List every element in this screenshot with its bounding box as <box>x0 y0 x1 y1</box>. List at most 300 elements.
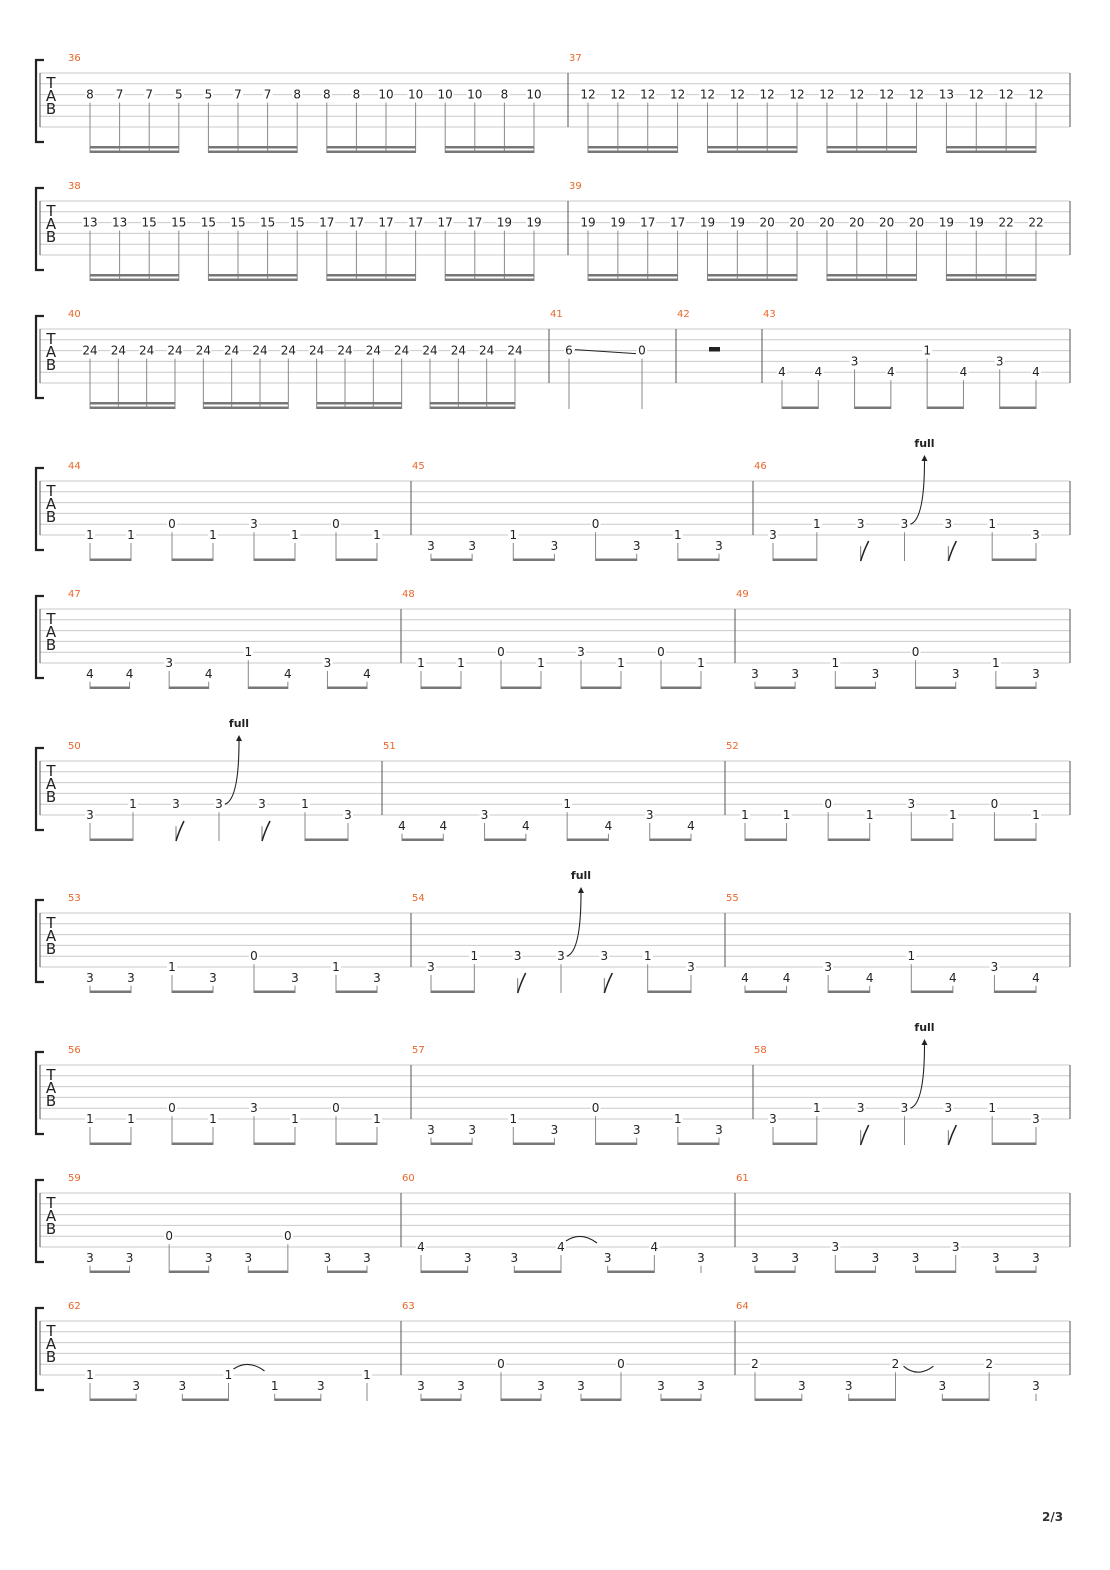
measure-number: 43 <box>763 309 776 320</box>
fret-number: 13 <box>111 215 128 230</box>
beam <box>942 1399 989 1402</box>
beam <box>172 991 213 994</box>
beam <box>513 1143 554 1146</box>
staff-system <box>36 1021 1070 1145</box>
note-flag <box>604 973 612 993</box>
fret-number: 1 <box>741 808 749 822</box>
beam <box>327 151 416 154</box>
beam <box>828 839 870 842</box>
beam-secondary <box>946 146 1036 149</box>
fret-number: 1 <box>509 1112 518 1126</box>
tie-arc <box>904 1366 934 1372</box>
measure-number: 61 <box>736 1173 749 1184</box>
beam <box>567 839 608 842</box>
fret-number: 12 <box>908 87 925 102</box>
fret-number: 2 <box>985 1357 993 1372</box>
fret-number: 1 <box>86 1368 94 1382</box>
fret-number: 1 <box>907 949 916 964</box>
fret-number: 3 <box>715 538 723 553</box>
fret-number: 3 <box>178 1378 187 1393</box>
beam <box>275 1399 321 1402</box>
beam <box>596 1143 637 1146</box>
tab-clef-letter: B <box>45 228 57 246</box>
beam <box>828 991 870 994</box>
fret-number: 15 <box>259 215 276 230</box>
measure-number: 38 <box>68 181 81 192</box>
fret-number: 13 <box>82 215 98 230</box>
fret-number: 12 <box>580 87 596 102</box>
measure-number: 37 <box>569 53 582 64</box>
fret-number: 3 <box>938 1378 947 1393</box>
note-flag <box>518 973 526 993</box>
fret-number: 3 <box>911 1250 920 1265</box>
beam-secondary <box>208 146 297 149</box>
fret-number: 17 <box>640 215 656 230</box>
fret-number: 24 <box>450 343 466 358</box>
fret-number: 8 <box>86 87 94 102</box>
tab-clef-letter: A <box>45 775 57 793</box>
beam <box>608 1271 655 1274</box>
bend-arrowhead <box>578 887 584 893</box>
fret-number: 12 <box>968 87 984 102</box>
fret-number: 1 <box>291 528 299 542</box>
measure-number: 58 <box>754 1045 767 1056</box>
measure-number: 48 <box>402 589 415 600</box>
fret-number: 4 <box>650 1240 659 1254</box>
measure-number: 41 <box>550 309 563 320</box>
tab-clef-letter: T <box>46 1066 56 1084</box>
note-flag <box>948 541 956 561</box>
fret-number: 15 <box>230 215 246 230</box>
fret-number: 1 <box>291 1112 299 1126</box>
beam <box>835 1271 875 1274</box>
beam-secondary <box>588 146 678 149</box>
fret-number: 15 <box>289 215 305 230</box>
fret-number: 12 <box>699 87 716 102</box>
fret-number: 20 <box>759 215 775 230</box>
fret-number: 15 <box>200 215 217 230</box>
beam <box>431 1143 472 1146</box>
fret-number: 7 <box>115 87 124 102</box>
beam-secondary <box>430 402 515 405</box>
fret-number: 1 <box>209 1112 217 1126</box>
fret-number: 3 <box>550 538 559 553</box>
beam <box>203 407 288 410</box>
fret-number: 1 <box>923 343 931 358</box>
bend-label: full <box>914 1021 935 1034</box>
fret-number: 0 <box>657 645 665 660</box>
fret-number: 3 <box>427 538 435 553</box>
fret-number: 3 <box>457 1378 465 1393</box>
fret-number: 5 <box>204 87 213 102</box>
fret-number: 22 <box>1028 215 1044 230</box>
fret-number: 3 <box>900 1101 909 1116</box>
fret-number: 4 <box>887 365 895 380</box>
tab-clef-letter: T <box>46 330 56 348</box>
fret-number: 3 <box>417 1378 425 1393</box>
tab-clef-letter: A <box>45 623 57 641</box>
beam <box>588 151 678 154</box>
fret-number: 4 <box>522 818 530 833</box>
fret-number: 3 <box>373 970 381 985</box>
fret-number: 19 <box>526 215 542 230</box>
beam-secondary <box>588 274 678 277</box>
fret-number: 24 <box>479 343 495 358</box>
fret-number: 12 <box>998 87 1014 102</box>
fret-number: 3 <box>132 1378 140 1393</box>
tab-clef-letter: B <box>45 100 57 118</box>
beam <box>445 279 534 282</box>
staff-system <box>36 309 1070 409</box>
fret-number: 17 <box>319 215 335 230</box>
tab-clef-letter: A <box>45 927 57 945</box>
beam <box>996 687 1036 690</box>
fret-number: 3 <box>697 1250 705 1265</box>
note-flag <box>948 1125 956 1145</box>
fret-number: 19 <box>699 215 716 230</box>
tab-clef-letter: B <box>45 356 57 374</box>
fret-number: 3 <box>537 1378 545 1393</box>
fret-number: 1 <box>865 808 874 822</box>
beam <box>421 1271 468 1274</box>
fret-number: 1 <box>643 949 652 964</box>
beam <box>248 1271 288 1274</box>
fret-number: 7 <box>234 87 242 102</box>
beam <box>336 991 377 994</box>
beam <box>992 1143 1036 1146</box>
fret-number: 3 <box>632 538 641 553</box>
staff-system <box>36 717 1070 841</box>
bend-label: full <box>914 437 935 450</box>
fret-number: 1 <box>244 645 253 660</box>
fret-number: 0 <box>165 1229 173 1244</box>
fret-number: 10 <box>526 87 542 102</box>
beam <box>849 1399 896 1402</box>
fret-number: 24 <box>167 343 183 358</box>
measure-number: 40 <box>68 309 81 320</box>
beam <box>90 687 130 690</box>
beam <box>596 559 637 562</box>
fret-number: 3 <box>258 797 266 812</box>
beam <box>421 687 461 690</box>
fret-number: 3 <box>751 666 759 681</box>
fret-number: 0 <box>990 797 999 812</box>
fret-number: 3 <box>209 970 217 985</box>
fret-number: 1 <box>813 1101 821 1116</box>
beam-secondary <box>327 274 416 277</box>
beam <box>336 1143 377 1146</box>
beam <box>90 559 131 562</box>
fret-number: 4 <box>417 1240 425 1254</box>
fret-number: 3 <box>172 797 180 812</box>
fret-number: 1 <box>831 656 840 670</box>
beam <box>90 1143 131 1146</box>
beam <box>707 151 797 154</box>
fret-number: 19 <box>729 215 745 230</box>
fret-number: 17 <box>378 215 394 230</box>
beam-secondary <box>445 146 534 149</box>
beam-secondary <box>90 146 179 149</box>
fret-number: 3 <box>250 1101 258 1116</box>
fret-number: 7 <box>263 87 272 102</box>
beam <box>755 1399 802 1402</box>
bend-label: full <box>228 717 250 730</box>
fret-number: 12 <box>610 87 626 102</box>
fret-number: 0 <box>591 1101 600 1116</box>
fret-number: 1 <box>988 517 996 532</box>
fret-number: 4 <box>741 970 749 985</box>
fret-number: 8 <box>500 87 509 102</box>
note-flag <box>262 821 270 841</box>
fret-number: 3 <box>824 960 832 974</box>
fret-number: 3 <box>577 645 585 660</box>
fret-number: 24 <box>309 343 325 358</box>
beam <box>90 991 131 994</box>
fret-number: 0 <box>332 1101 340 1116</box>
fret-number: 1 <box>363 1368 371 1382</box>
beam <box>254 991 295 994</box>
fret-number: 4 <box>363 666 371 681</box>
staff-system <box>36 53 1070 153</box>
fret-number: 0 <box>332 517 340 532</box>
tab-clef-letter: B <box>45 508 57 526</box>
fret-number: 3 <box>215 797 223 812</box>
fret-number: 1 <box>537 656 545 670</box>
beam <box>1000 407 1036 410</box>
beam <box>994 839 1036 842</box>
tab-clef-letter: T <box>46 610 56 628</box>
beam <box>90 1399 136 1402</box>
measure-number: 39 <box>569 181 582 192</box>
beam <box>782 407 818 410</box>
fret-number: 0 <box>497 645 505 660</box>
fret-number: 12 <box>879 87 895 102</box>
tab-clef-letter: A <box>45 215 57 233</box>
fret-number: 24 <box>82 343 98 358</box>
measure-number: 54 <box>412 893 425 904</box>
fret-number: 1 <box>224 1368 233 1382</box>
bend-arrowhead <box>922 455 928 461</box>
fret-number: 4 <box>398 818 406 833</box>
fret-number: 4 <box>1032 365 1040 380</box>
fret-number: 2 <box>891 1357 900 1372</box>
beam <box>501 687 541 690</box>
beam <box>827 279 917 282</box>
fret-number: 3 <box>291 970 299 985</box>
fret-number: 6 <box>565 343 573 358</box>
measure-number: 64 <box>736 1301 749 1312</box>
beam-secondary <box>90 402 175 405</box>
fret-number: 24 <box>252 343 268 358</box>
beam <box>773 559 817 562</box>
fret-number: 12 <box>849 87 865 102</box>
tie-arc <box>566 1236 597 1243</box>
beam-secondary <box>90 274 179 277</box>
fret-number: 7 <box>145 87 154 102</box>
fret-number: 17 <box>348 215 365 230</box>
fret-number: 20 <box>908 215 925 230</box>
tab-clef-letter: A <box>45 1207 57 1225</box>
fret-number: 20 <box>879 215 895 230</box>
measure-number: 44 <box>68 461 81 472</box>
fret-number: 1 <box>470 949 479 964</box>
fret-number: 3 <box>468 1122 476 1137</box>
beam <box>501 1399 541 1402</box>
measure-number: 50 <box>68 741 81 752</box>
beam <box>172 1143 213 1146</box>
fret-number: 3 <box>697 1378 705 1393</box>
beam <box>208 151 297 154</box>
fret-number: 3 <box>798 1378 806 1393</box>
measure-number: 52 <box>726 741 739 752</box>
beam <box>946 151 1036 154</box>
measure-number: 63 <box>402 1301 415 1312</box>
fret-number: 3 <box>323 1250 332 1265</box>
fret-number: 24 <box>195 343 211 358</box>
beam-secondary <box>445 274 534 277</box>
fret-number: 0 <box>591 517 600 532</box>
bend-curve <box>567 893 581 956</box>
fret-number: 3 <box>250 517 258 532</box>
fret-number: 3 <box>125 1250 134 1265</box>
fret-number: 4 <box>687 818 695 833</box>
beam-secondary <box>208 274 297 277</box>
tab-clef-letter: T <box>46 482 56 500</box>
fret-number: 0 <box>497 1357 505 1372</box>
fret-number: 4 <box>778 365 786 380</box>
fret-number: 4 <box>86 666 94 681</box>
beam <box>90 407 175 410</box>
fret-number: 1 <box>992 656 1000 670</box>
fret-number: 3 <box>769 1112 777 1126</box>
fret-number: 3 <box>944 517 953 532</box>
beam <box>650 839 691 842</box>
staff-system <box>36 869 1070 993</box>
fret-number: 1 <box>417 656 425 670</box>
measure-number: 42 <box>677 309 690 320</box>
tab-clef-letter: B <box>45 1220 57 1238</box>
bend-label: full <box>570 869 592 882</box>
measure-number: 51 <box>383 741 396 752</box>
tab-clef-letter: A <box>45 343 57 361</box>
fret-number: 3 <box>791 666 799 681</box>
beam <box>402 839 443 842</box>
fret-number: 1 <box>674 528 682 542</box>
fret-number: 12 <box>669 87 686 102</box>
fret-number: 3 <box>577 1378 585 1393</box>
fret-number: 3 <box>317 1378 325 1393</box>
beam <box>317 407 402 410</box>
tab-clef-letter: T <box>46 762 56 780</box>
fret-number: 3 <box>687 960 695 974</box>
note-flag <box>861 1125 869 1145</box>
fret-number: 15 <box>141 215 157 230</box>
beam <box>431 991 474 994</box>
fret-number: 3 <box>844 1378 853 1393</box>
staff-system <box>36 437 1070 561</box>
fret-number: 24 <box>110 343 126 358</box>
tab-clef-letter: A <box>45 1335 57 1353</box>
fret-number: 1 <box>563 797 571 812</box>
beam <box>254 1143 295 1146</box>
fret-number: 22 <box>998 215 1014 230</box>
beam <box>678 559 719 562</box>
fret-number: 3 <box>344 808 352 822</box>
fret-number: 1 <box>949 808 957 822</box>
fret-number: 3 <box>791 1250 799 1265</box>
fret-number: 20 <box>789 215 805 230</box>
fret-number: 1 <box>373 1112 381 1126</box>
beam-secondary <box>707 274 797 277</box>
fret-number: 17 <box>437 215 453 230</box>
beam <box>661 687 701 690</box>
fret-number: 12 <box>789 87 805 102</box>
bend-curve <box>911 461 925 524</box>
fret-number: 1 <box>209 528 217 542</box>
fret-number: 12 <box>1028 87 1044 102</box>
beam-secondary <box>827 146 917 149</box>
fret-number: 1 <box>1032 808 1040 822</box>
tab-clef-letter: T <box>46 914 56 932</box>
fret-number: 3 <box>951 666 960 681</box>
beam <box>485 839 526 842</box>
fret-number: 3 <box>992 1250 1000 1265</box>
fret-number: 24 <box>139 343 155 358</box>
fret-number: 1 <box>127 1112 135 1126</box>
fret-number: 24 <box>422 343 438 358</box>
beam <box>90 151 179 154</box>
beam <box>514 1271 561 1274</box>
fret-number: 4 <box>959 365 968 380</box>
beam <box>445 151 534 154</box>
tab-clef-letter: B <box>45 788 57 806</box>
measure-number: 60 <box>402 1173 415 1184</box>
measure-number: 62 <box>68 1301 81 1312</box>
beam-secondary <box>827 274 917 277</box>
fret-number: 0 <box>824 797 832 812</box>
tab-clef-letter: T <box>46 202 56 220</box>
fret-number: 8 <box>322 87 331 102</box>
fret-number: 4 <box>204 666 213 681</box>
beam <box>916 687 956 690</box>
fret-number: 3 <box>1032 528 1040 542</box>
page-number: 2/3 <box>1042 1510 1064 1524</box>
fret-number: 1 <box>457 656 465 670</box>
beam <box>911 839 953 842</box>
beam-secondary <box>203 402 288 405</box>
fret-number: 4 <box>814 365 823 380</box>
tab-clef-letter: B <box>45 940 57 958</box>
beam <box>911 991 953 994</box>
note-flag <box>176 821 184 841</box>
measure-number: 57 <box>412 1045 425 1056</box>
beam <box>755 687 795 690</box>
measure-number: 46 <box>754 461 767 472</box>
bend-arrowhead <box>236 735 242 741</box>
fret-number: 4 <box>865 970 874 985</box>
measure-number: 59 <box>68 1173 81 1184</box>
measure-number: 36 <box>68 53 81 64</box>
beam <box>927 407 963 410</box>
fret-number: 3 <box>323 656 332 670</box>
fret-number: 3 <box>600 949 609 964</box>
fret-number: 15 <box>171 215 187 230</box>
fret-number: 19 <box>610 215 626 230</box>
fret-number: 0 <box>617 1357 625 1372</box>
fret-number: 10 <box>467 87 483 102</box>
beam-secondary <box>707 146 797 149</box>
tab-clef-letter: T <box>46 1194 56 1212</box>
